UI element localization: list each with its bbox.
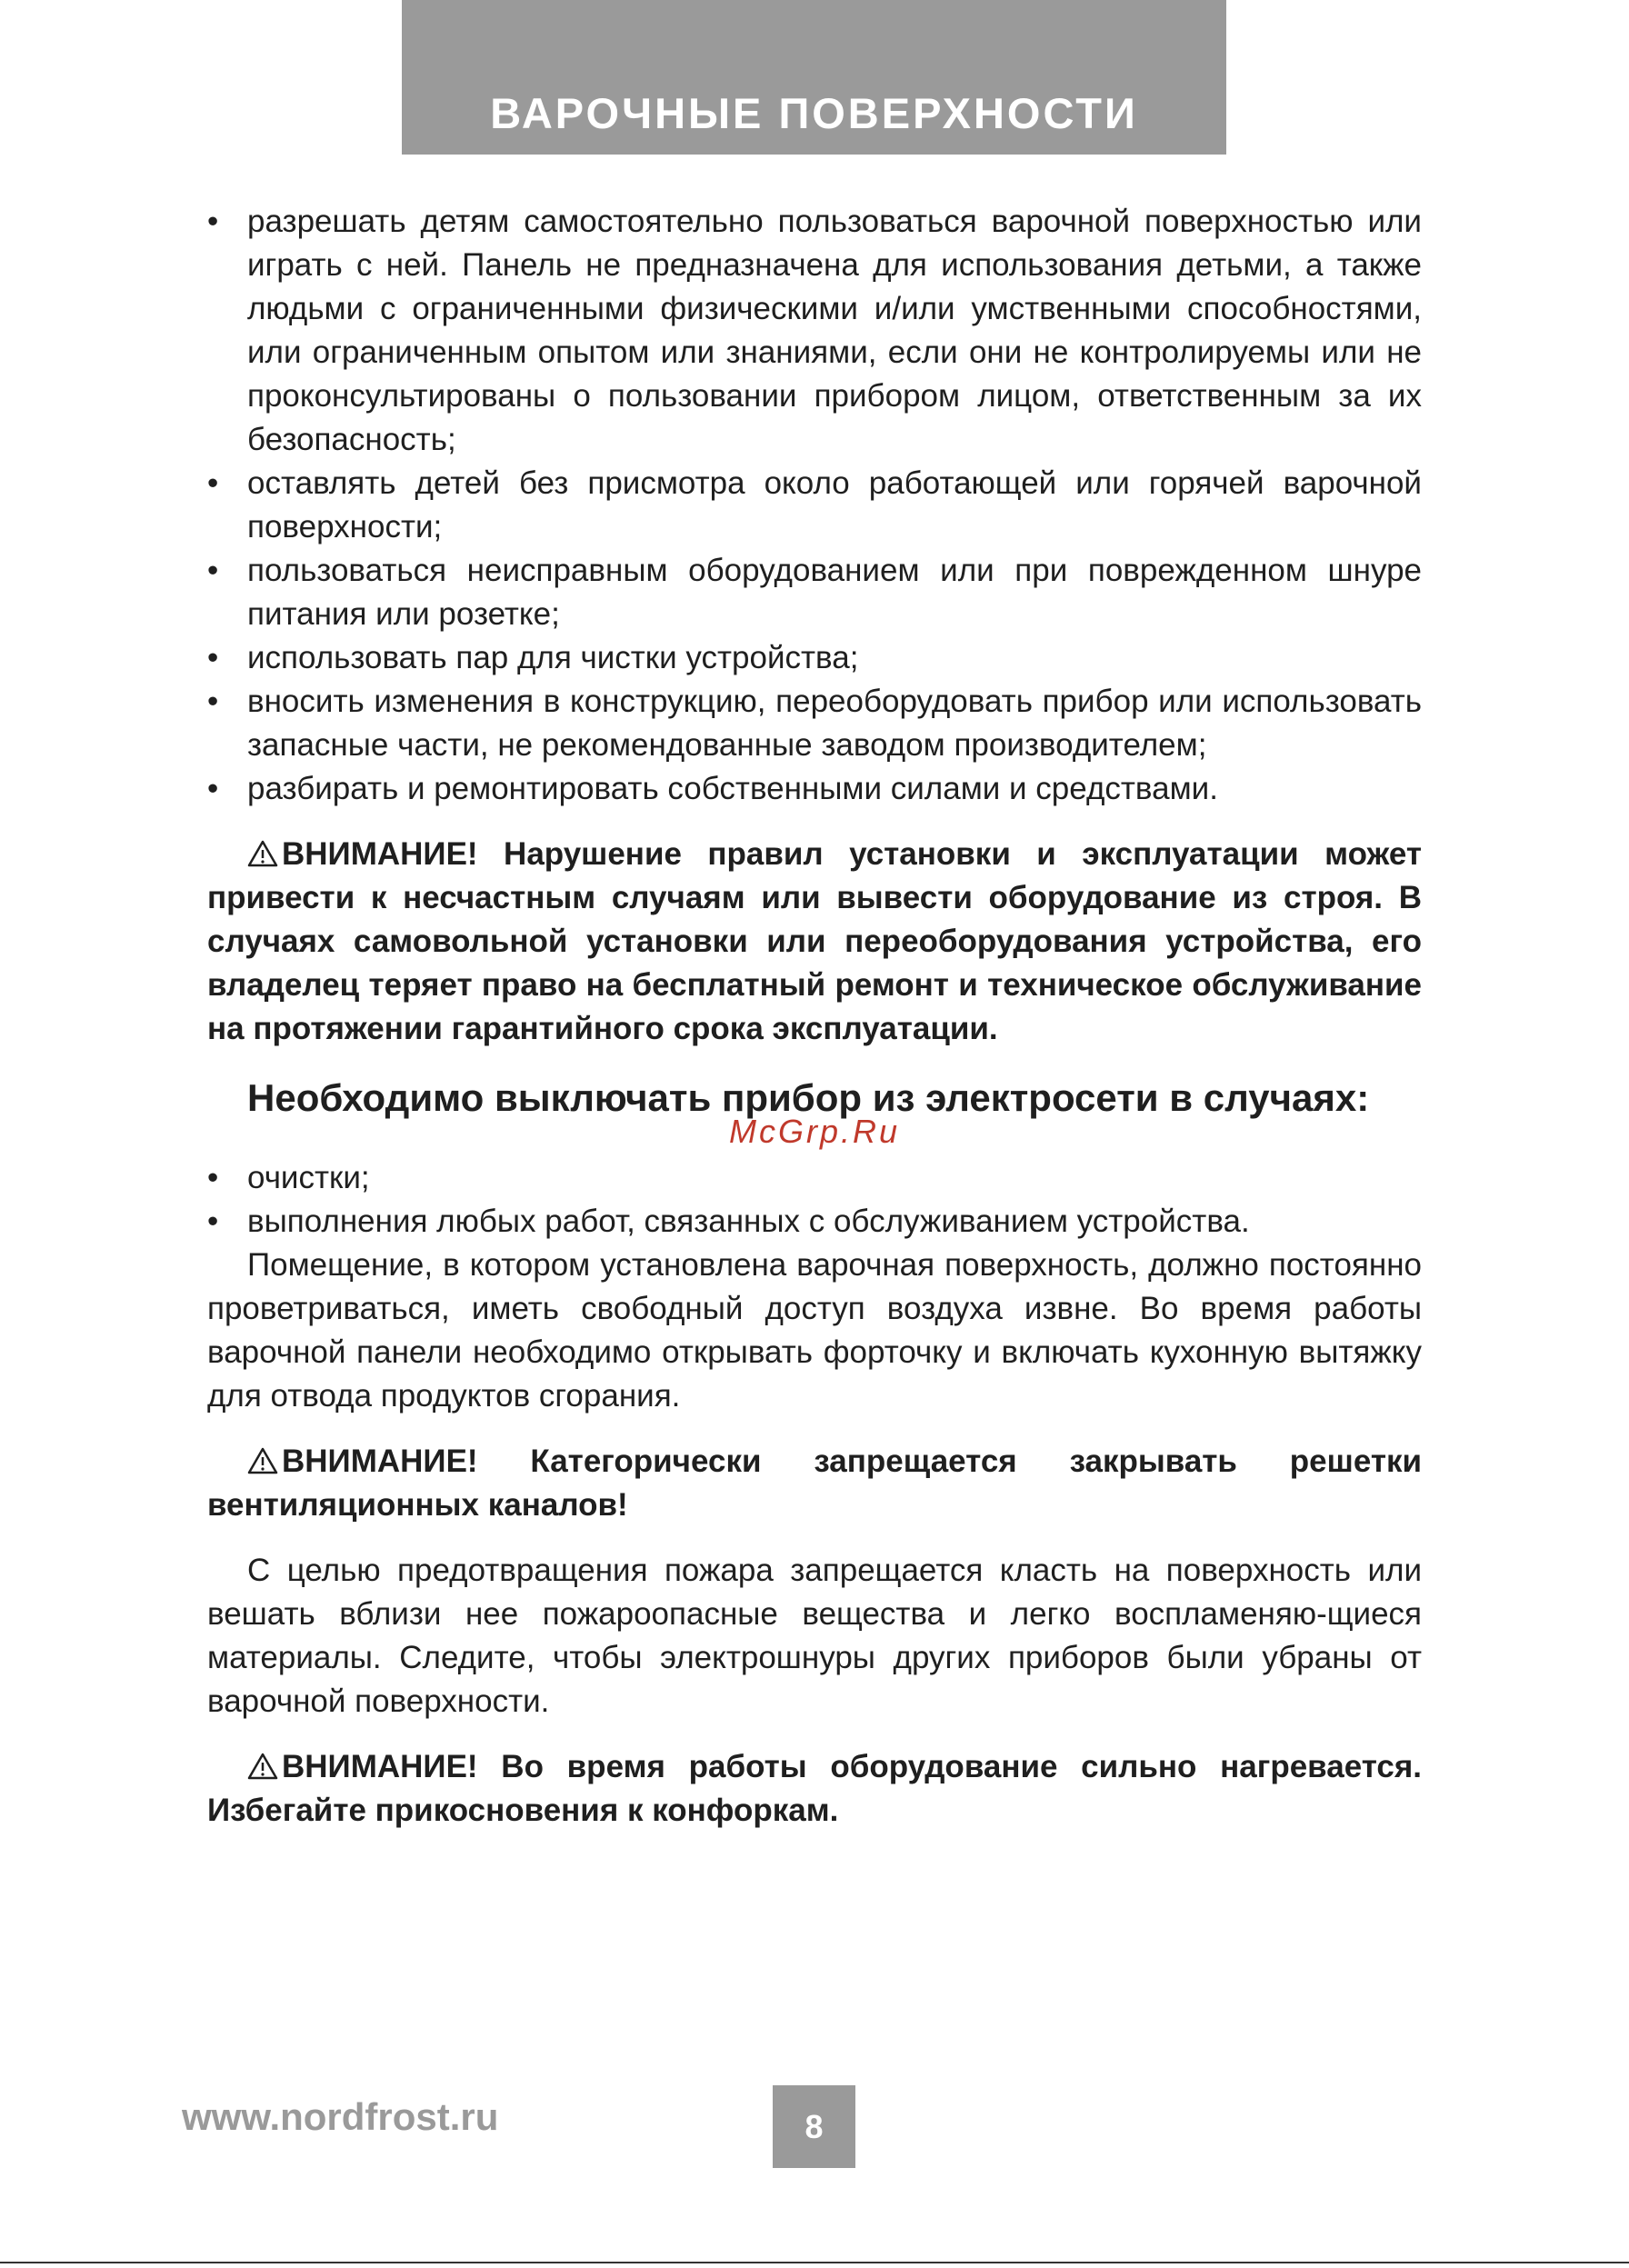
fire-paragraph: С целью предотвращения пожара запрещается класть на поверхность или вешать вблизи нее пожароопасные вещества и легко воспламеняю-щиеся материалы. Следите, чтобы электрошнуры других приборов были убраны от варочной поверхности. — [207, 1553, 1422, 1719]
warning-triangle-icon — [247, 1447, 278, 1474]
warning-text: ВНИМАНИЕ! Категорически запрещается закрывать решетки вентиляционных каналов! — [207, 1444, 1422, 1523]
disconnect-list — [207, 1156, 1422, 1244]
footer-url[interactable]: www.nordfrost.ru — [182, 2095, 499, 2138]
warning-block-3 — [207, 1745, 1422, 1833]
warning-triangle-icon — [247, 1753, 278, 1780]
section-heading: Необходимо выключать прибор из электросети в случаях: — [247, 1076, 1370, 1119]
watermark: McGrp.Ru — [728, 1113, 901, 1150]
bottom-divider — [0, 2262, 1629, 2263]
list-item: • разрешать детям самостоятельно пользоваться варочной поверхностью или играть с ней. Панель не предназначена для использования детьми, а также людьми с ограниченными физическими и/или умственными способностями, или ограниченным опытом или знаниями, если они не контролируемы или не проконсультированы о пользовании прибором лицом, ответственным за их безопасность; — [207, 200, 1422, 462]
warning-text: ВНИМАНИЕ! Во время работы оборудование сильно нагревается. Избегайте прикосновения к конфоркам. — [207, 1749, 1422, 1828]
prohibited-list — [207, 200, 1422, 811]
header-bar — [402, 0, 1226, 155]
page-number: 8 — [773, 2085, 855, 2168]
list-item: • пользоваться неисправным оборудованием или при поврежденном шнуре питания или розетке; — [207, 549, 1422, 636]
list-item: • выполнения любых работ, связанных с обслуживанием устройства. — [207, 1200, 1422, 1244]
warning-text: ВНИМАНИЕ! Нарушение правил установки и эксплуатации может привести к несчастным случаям или вывести оборудование из строя. В случаях самовольной установки или переоборудования устройства, его владелец теряет право на бесплатный ремонт и техническое обслуживание на протяжении гарантийного срока эксплуатации. — [207, 836, 1422, 1046]
page-content — [207, 200, 1422, 1833]
ventilation-paragraph: Помещение, в котором установлена варочная поверхность, должно постоянно проветриваться, иметь свободный доступ воздуха извне. Во время работы варочной панели необходимо открывать форточку и включать кухонную вытяжку для отвода продуктов сгорания. — [207, 1247, 1422, 1414]
section-title: ВАРОЧНЫЕ ПОВЕРХНОСТИ — [490, 89, 1138, 137]
warning-block-2 — [207, 1440, 1422, 1527]
list-item: • очистки; — [207, 1156, 1422, 1200]
warning-block-1 — [207, 833, 1422, 1051]
list-item: • разбирать и ремонтировать собственными силами и средствами. — [207, 767, 1422, 811]
list-item: • использовать пар для чистки устройства; — [207, 636, 1422, 680]
list-item: • вносить изменения в конструкцию, переоборудовать прибор или использовать запасные части, не рекомендованные заводом производителем; — [207, 680, 1422, 767]
warning-triangle-icon — [247, 840, 278, 867]
list-item: • оставлять детей без присмотра около работающей или горячей варочной поверхности; — [207, 462, 1422, 549]
